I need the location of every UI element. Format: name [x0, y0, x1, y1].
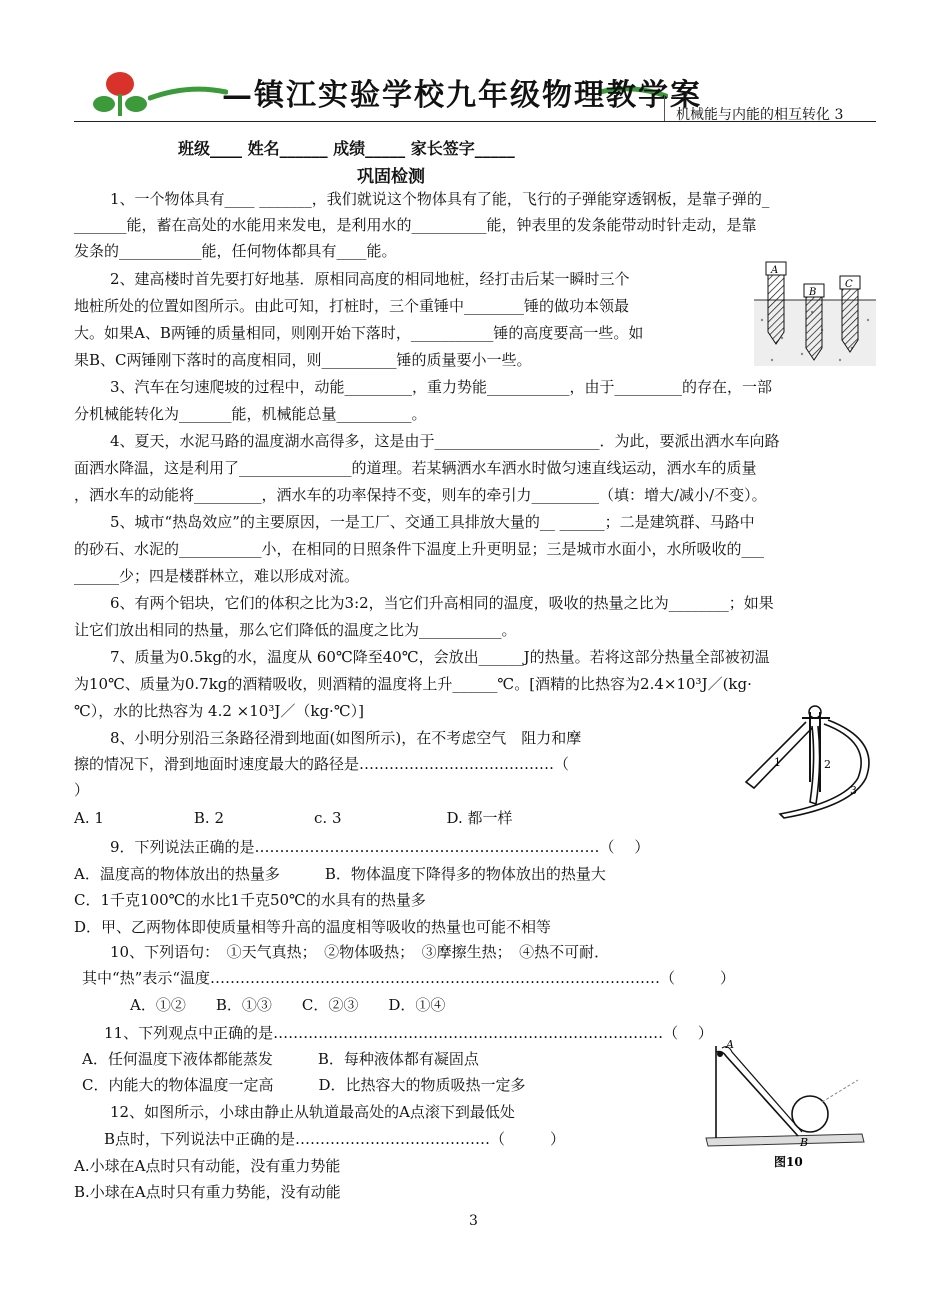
- text-line: C．内能大的物体温度一定高 D．比热容大的物质吸热一定多: [82, 1076, 526, 1094]
- text-line: 9．下列说法正确的是……………………………………………………………（ ）: [110, 838, 650, 856]
- track-caption: 图10: [774, 1155, 803, 1169]
- slide-label-1: 1: [774, 756, 781, 769]
- track-label-a: A: [726, 1038, 734, 1051]
- pile-label-b: B: [809, 287, 817, 298]
- text-line: 面洒水降温，这是利用了_______________的道理。若某辆洒水车洒水时做匀速直线运动，洒水车的质量: [74, 459, 757, 477]
- text-line: ℃），水的比热容为 4.2 ×10³J／（kg·℃）]: [74, 702, 364, 720]
- text-line: 其中“热”表示“温度………………………………………………………………………………（ ）: [82, 969, 736, 987]
- text-line: 大。如果A、B两锤的质量相同，则刚开始下落时，___________锤的高度要高一些。如: [74, 324, 644, 342]
- text-line: A．①② B．①③ C．②③ D．①④: [130, 996, 446, 1014]
- pile-label-c: C: [845, 279, 853, 290]
- text-line: ）: [74, 781, 90, 799]
- text-line: 擦的情况下，滑到地面时速度最大的路径是…………………………………（: [74, 755, 570, 773]
- header-rule: [74, 121, 876, 122]
- text-line: 果B、C两锤刚下落时的高度相同，则__________锤的质量要小一些。: [74, 351, 532, 369]
- text-line: 4、夏天，水泥马路的温度湖水高得多，这是由于______________________．为此，要派出洒水车向路: [110, 432, 780, 450]
- text-line: 3、汽车在匀速爬坡的过程中，动能_________，重力势能___________，由于_________的存在，一部: [110, 378, 773, 396]
- school-logo: [92, 70, 148, 118]
- section-title: 巩固检测: [357, 167, 425, 187]
- header-title: —镇江实验学校九年级物理教学案: [222, 78, 702, 113]
- text-line: ______少；四是楼群林立，难以形成对流。: [74, 567, 360, 585]
- slide-label-3: 3: [850, 784, 857, 797]
- student-info-line: 班级____ 姓名______ 成绩_____ 家长签字_____: [178, 139, 515, 158]
- text-line: 12、如图所示，小球由静止从轨道最高处的A点滚下到最低处: [110, 1103, 515, 1121]
- pile-label-a: A: [771, 265, 779, 276]
- text-line: 7、质量为0.5kg的水，温度从 60℃降至40℃，会放出______J的热量。若将这部分热量全部被初温: [110, 648, 770, 666]
- text-line: ，洒水车的动能将_________，洒水车的功率保持不变，则车的牵引力_________（填：增大/减小/不变）。: [74, 486, 767, 504]
- text-line: A. 1 B. 2 c. 3 D. 都一样: [74, 809, 513, 827]
- text-line: A．温度高的物体放出的热量多 B．物体温度下降得多的物体放出的热量大: [74, 865, 606, 883]
- text-line: D．甲、乙两物体即使质量相等升高的温度相等吸收的热量也可能不相等: [74, 918, 552, 936]
- header-subtitle: 机械能与内能的相互转化 3: [676, 107, 844, 123]
- text-line: 为10℃、质量为0.7kg的酒精吸收，则酒精的温度将上升______℃。[酒精的比热容为2.4×10³J／(kg·: [74, 675, 752, 693]
- text-line: 11、下列观点中正确的是……………………………………………………………………（ ）: [104, 1024, 713, 1042]
- header-divider: [664, 95, 665, 121]
- text-line: 让它们放出相同的热量，那么它们降低的温度之比为___________。: [74, 621, 517, 639]
- slide-figure: [740, 702, 880, 820]
- header-swoosh-left: [148, 82, 228, 104]
- text-line: 发条的___________能，任何物体都具有____能。: [74, 242, 397, 260]
- text-line: A．任何温度下液体都能蒸发 B．每种液体都有凝固点: [82, 1050, 479, 1068]
- track-label-b: B: [800, 1136, 809, 1149]
- text-line: _______能，蓄在高处的水能用来发电，是利用水的__________能，钟表里的发条能带动时针走动，是靠: [74, 216, 757, 234]
- text-line: B点时，下列说法中正确的是…………………………………（ ）: [104, 1130, 566, 1148]
- page-number: 3: [469, 1213, 478, 1229]
- text-line: 分机械能转化为_______能，机械能总量__________。: [74, 405, 427, 423]
- text-line: 的砂石、水泥的___________小，在相同的日照条件下温度上升更明显；三是城市水面小，水所吸收的___: [74, 540, 765, 558]
- text-line: 5、城市“热岛效应”的主要原因，一是工厂、交通工具排放大量的__ ______；二是建筑群、马路中: [110, 513, 755, 531]
- text-line: 1、一个物体具有____ _______，我们就说这个物体具有了能，飞行的子弹能穿透钢板，是靠子弹的_: [110, 190, 770, 208]
- text-line: B.小球在A点时只有重力势能，没有动能: [74, 1183, 341, 1201]
- track-figure: [702, 1032, 868, 1174]
- pile-figure: [752, 260, 878, 368]
- slide-label-2: 2: [824, 758, 831, 771]
- text-line: 10、下列语句： ①天气真热； ②物体吸热； ③摩擦生热； ④热不可耐．: [110, 943, 610, 961]
- text-line: A.小球在A点时只有动能，没有重力势能: [74, 1157, 341, 1175]
- text-line: 地桩所处的位置如图所示。由此可知，打桩时，三个重锤中________锤的做功本领最: [74, 297, 630, 315]
- text-line: 6、有两个铝块，它们的体积之比为3:2，当它们升高相同的温度，吸收的热量之比为________；如果: [110, 594, 774, 612]
- text-line: 2、建高楼时首先要打好地基．原相同高度的相同地桩，经打击后某一瞬时三个: [110, 270, 630, 288]
- text-line: C．1千克100℃的水比1千克50℃的水具有的热量多: [74, 891, 426, 909]
- text-line: 8、小明分别沿三条路径滑到地面(如图所示)，在不考虑空气 阻力和摩: [110, 729, 582, 747]
